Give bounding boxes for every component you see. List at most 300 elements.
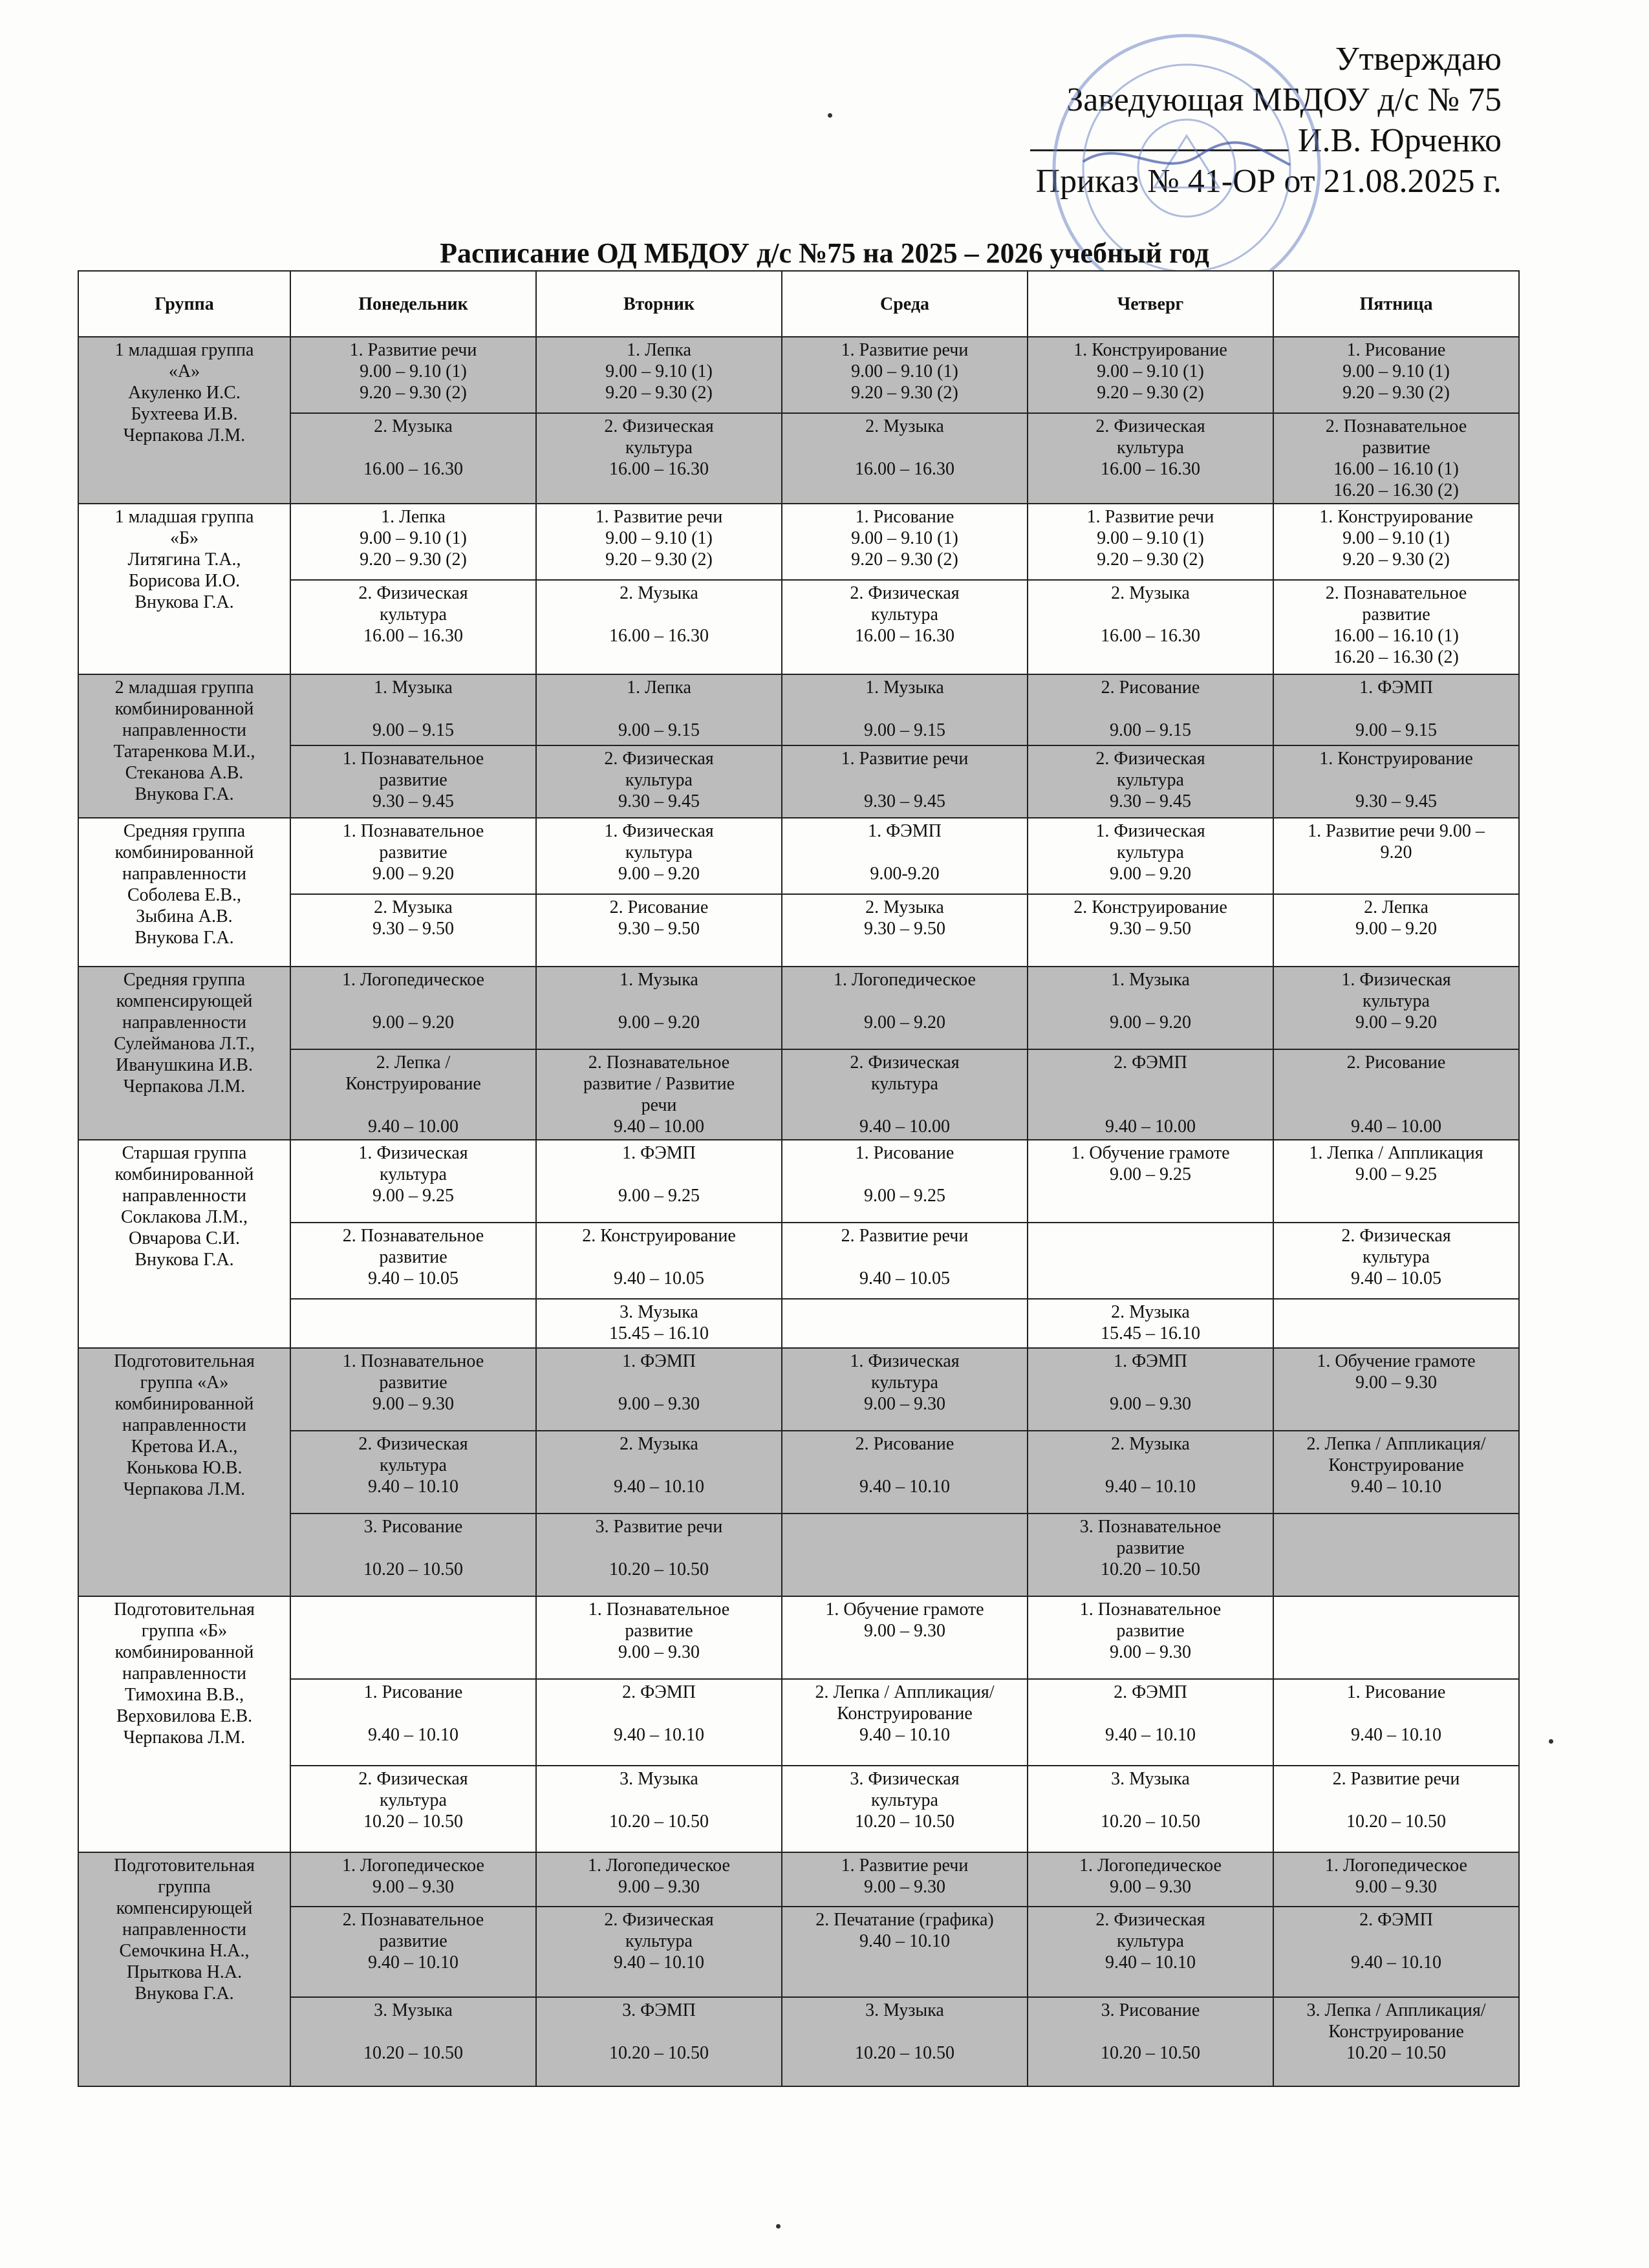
activity-line: 9.40 – 10.10 [614, 1725, 704, 1745]
activity-cell [782, 1223, 1028, 1299]
activity-cell [1028, 1299, 1273, 1348]
group-name-line: компенсирующей [116, 1898, 253, 1918]
activity-line: 1. ФЭМП [622, 1351, 696, 1371]
activity-cell [782, 674, 1028, 745]
activity-line: 9.20 – 9.30 (2) [1342, 383, 1450, 403]
activity-cell [536, 504, 782, 580]
group-cell [78, 337, 290, 504]
activity-line [1032, 2021, 1269, 2042]
header-friday: Пятница [1273, 271, 1519, 337]
activity-line: 1. Логопедическое [1325, 1856, 1467, 1876]
activity-cell [782, 1348, 1028, 1431]
activity-line: 10.20 – 10.50 [1346, 2043, 1446, 2063]
activity-line: 9.40 – 10.10 [859, 1725, 950, 1745]
schedule-row [78, 1766, 1519, 1852]
activity-line: 9.00 – 9.10 (1) [605, 528, 713, 548]
activity-line: 1. Конструирование [1319, 749, 1473, 769]
activity-line [541, 604, 777, 625]
activity-cell [290, 1348, 536, 1431]
group-cell [78, 1596, 290, 1852]
activity-cell [782, 1766, 1028, 1852]
group-cell [78, 1348, 290, 1596]
activity-cell [1273, 413, 1519, 504]
activity-line: 9.00 – 9.10 (1) [851, 528, 958, 548]
activity-line: 9.20 – 9.30 (2) [1097, 550, 1204, 570]
activity-cell [290, 1049, 536, 1140]
activity-line: 9.00 – 9.30 [372, 1394, 454, 1414]
group-name-line: комбинированной [114, 699, 254, 719]
activity-line: 2. Печатание (графика) [815, 1910, 994, 1930]
activity-line: 2. Физическая [850, 1053, 960, 1073]
activity-line [1032, 698, 1269, 720]
group-cell [78, 1140, 290, 1348]
schedule-row [78, 337, 1519, 413]
activity-line: 10.20 – 10.50 [363, 1812, 463, 1832]
schedule-row [78, 1596, 1519, 1679]
activity-line: культура [625, 1931, 693, 1951]
activity-line: культура [1363, 991, 1430, 1011]
activity-cell [1273, 1140, 1519, 1223]
group-name-line: группа «Б» [141, 1621, 228, 1641]
activity-line: развитие [625, 1621, 693, 1641]
activity-line: речи [641, 1095, 677, 1115]
activity-cell [290, 674, 536, 745]
activity-line: 16.00 – 16.30 [855, 626, 954, 646]
group-cell [78, 967, 290, 1140]
activity-cell [290, 580, 536, 674]
activity-line: 2. ФЭМП [1114, 1682, 1187, 1702]
activity-line [295, 2021, 532, 2042]
activity-cell [1273, 1049, 1519, 1140]
activity-cell [290, 967, 536, 1049]
group-cell [78, 674, 290, 818]
activity-line: 9.00 – 9.20 [1355, 919, 1437, 939]
activity-line: развитие [379, 1247, 447, 1267]
activity-line: 1. Познавательное [342, 749, 484, 769]
activity-line: 10.20 – 10.50 [363, 1559, 463, 1579]
group-name-line: Старшая группа [122, 1143, 247, 1163]
activity-line: 2. Музыка [620, 1434, 698, 1454]
activity-cell [290, 1596, 536, 1679]
schedule-row [78, 1907, 1519, 1997]
group-name-line: направленности [122, 1415, 247, 1435]
activity-line: 10.20 – 10.50 [1101, 1812, 1200, 1832]
group-name-line: Верховилова Е.В. [116, 1706, 253, 1726]
activity-line [1032, 1073, 1269, 1095]
activity-line: 9.00 – 9.15 [864, 720, 945, 740]
activity-line: 9.00 – 9.25 [1355, 1164, 1437, 1184]
activity-line [1032, 1703, 1269, 1724]
activity-cell [782, 967, 1028, 1049]
activity-cell [536, 580, 782, 674]
activity-line: 1. Музыка [1111, 970, 1190, 990]
activity-line: 9.00 – 9.10 (1) [851, 361, 958, 381]
activity-line: 2. Лепка [1364, 897, 1428, 917]
activity-line: 1. Музыка [620, 970, 698, 990]
header-thursday: Четверг [1028, 271, 1273, 337]
activity-line: 2. Физическая [1095, 1910, 1205, 1930]
group-name-line: комбинированной [114, 842, 254, 862]
activity-line: культура [1117, 438, 1184, 458]
activity-line [295, 1703, 532, 1724]
activity-cell [290, 1907, 536, 1997]
approval-order: Приказ № 41-ОР от 21.08.2025 г. [1035, 163, 1502, 200]
schedule-row [78, 1299, 1519, 1348]
activity-line: 16.00 – 16.10 (1) [1333, 626, 1459, 646]
activity-line: 2. Развитие речи [1332, 1769, 1460, 1789]
activity-line [786, 1246, 1023, 1268]
group-name-line: Тимохина В.В., [124, 1685, 244, 1705]
group-name-line: направленности [122, 1920, 247, 1940]
activity-line: 1. Лепка [627, 678, 691, 698]
group-name-line: Внукова Г.А. [135, 1984, 234, 2004]
activity-line [541, 1537, 777, 1559]
group-name-line: 1 младшая группа [114, 340, 254, 360]
activity-cell [290, 1299, 536, 1348]
scan-speck [776, 2224, 781, 2229]
activity-line: 1. Рисование [363, 1682, 463, 1702]
activity-line: 16.00 – 16.10 (1) [1333, 459, 1459, 479]
activity-cell [1273, 1679, 1519, 1766]
activity-cell [290, 1766, 536, 1852]
activity-line: 9.00 – 9.10 (1) [1097, 528, 1204, 548]
activity-cell [290, 1514, 536, 1596]
activity-line: 10.20 – 10.50 [1346, 1812, 1446, 1832]
activity-cell [536, 1907, 782, 1997]
activity-line: 2. Развитие речи [841, 1226, 969, 1246]
activity-line: 9.30 – 9.50 [372, 919, 454, 939]
activity-line: 9.00 – 9.10 (1) [1342, 361, 1450, 381]
activity-line: 9.40 – 10.10 [368, 1477, 458, 1497]
activity-cell [536, 1223, 782, 1299]
activity-cell [1273, 745, 1519, 818]
header-wednesday: Среда [782, 271, 1028, 337]
activity-line: Конструирование [1328, 2022, 1464, 2042]
activity-line [295, 990, 532, 1012]
activity-cell [782, 1140, 1028, 1223]
activity-line: развитие [1116, 1621, 1185, 1641]
activity-line: 2. Рисование [609, 897, 709, 917]
activity-line: культура [1117, 770, 1184, 790]
activity-line [541, 698, 777, 720]
activity-line: 1. Развитие речи [841, 1856, 969, 1876]
activity-line: 9.20 – 9.30 (2) [360, 550, 467, 570]
activity-line: 1. ФЭМП [1114, 1351, 1187, 1371]
activity-line: 1. Физическая [604, 821, 714, 841]
activity-line: 3. Музыка [374, 2000, 453, 2020]
activity-line: 1. Музыка [374, 678, 453, 698]
activity-line: развитие [379, 1373, 447, 1393]
activity-line: 2. Рисование [1346, 1053, 1446, 1073]
activity-cell [1028, 1766, 1273, 1852]
activity-line [541, 1164, 777, 1185]
group-name-line: «Б» [169, 528, 199, 548]
activity-cell [290, 1140, 536, 1223]
activity-cell [1273, 1766, 1519, 1852]
activity-cell [782, 1596, 1028, 1679]
activity-line: 1. Познавательное [1079, 1599, 1222, 1620]
activity-line: 9.00 – 9.25 [1110, 1164, 1191, 1184]
activity-line [786, 1164, 1023, 1185]
activity-cell [536, 674, 782, 745]
activity-line: 9.40 – 10.05 [368, 1268, 458, 1289]
activity-cell [1028, 337, 1273, 413]
activity-line: 2. Физическая [1095, 416, 1205, 436]
activity-line: 1. Развитие речи [841, 340, 969, 360]
group-name-line: Внукова Г.А. [135, 592, 234, 612]
activity-line: 2. Физическая [604, 1910, 714, 1930]
schedule-row [78, 1223, 1519, 1299]
activity-line: 9.40 – 10.10 [1105, 1725, 1196, 1745]
activity-line: 9.20 – 9.30 (2) [360, 383, 467, 403]
activity-cell [782, 1997, 1028, 2086]
activity-line: 9.00 – 9.25 [618, 1186, 700, 1206]
activity-cell [782, 413, 1028, 504]
activity-cell [290, 1431, 536, 1514]
activity-line [541, 990, 777, 1012]
activity-line: 9.20 – 9.30 (2) [1097, 383, 1204, 403]
activity-line: культура [625, 770, 693, 790]
activity-line: 1. Лепка [381, 507, 446, 527]
activity-cell [782, 1514, 1028, 1596]
activity-cell [536, 1852, 782, 1907]
activity-line: 1. Рисование [1346, 340, 1446, 360]
activity-line: 9.40 – 10.00 [1351, 1117, 1441, 1137]
schedule-row [78, 1140, 1519, 1223]
group-name-line: комбинированной [114, 1642, 254, 1662]
activity-line: культура [380, 1455, 447, 1475]
activity-line: 9.00 – 9.10 (1) [360, 528, 467, 548]
activity-line [1278, 1073, 1514, 1095]
activity-cell [290, 337, 536, 413]
activity-line: 9.00 – 9.20 [1110, 864, 1191, 884]
activity-cell [1028, 894, 1273, 967]
activity-line: развитие [379, 842, 447, 862]
activity-line: 2. Музыка [1111, 583, 1190, 603]
activity-line: 1. Развитие речи [1086, 507, 1214, 527]
activity-line [1278, 698, 1514, 720]
activity-line: культура [871, 1074, 938, 1094]
activity-line: 2. Физическая [850, 583, 960, 603]
activity-line [541, 1246, 777, 1268]
schedule-row [78, 1348, 1519, 1431]
page-title: Расписание ОД МБДОУ д/с №75 на 2025 – 2026 учебный год [440, 237, 1209, 269]
activity-line [1032, 604, 1269, 625]
schedule-row [78, 967, 1519, 1049]
activity-line: 1. Логопедическое [834, 970, 976, 990]
activity-line: 9.30 – 9.45 [618, 791, 700, 811]
activity-line: 9.40 – 10.10 [368, 1725, 458, 1745]
activity-cell [1028, 1997, 1273, 2086]
activity-line: 9.40 – 10.00 [1105, 1117, 1196, 1137]
activity-cell [782, 1299, 1028, 1348]
activity-line: 9.00 – 9.30 [864, 1877, 945, 1897]
activity-cell [1273, 1348, 1519, 1431]
activity-cell [536, 1431, 782, 1514]
activity-line: 9.00-9.20 [870, 864, 940, 884]
activity-cell [1028, 967, 1273, 1049]
schedule-row [78, 1049, 1519, 1140]
activity-line [1032, 990, 1269, 1012]
schedule-row [78, 1679, 1519, 1766]
activity-line: 16.20 – 16.30 (2) [1333, 480, 1459, 500]
activity-line: 10.20 – 10.50 [609, 2043, 709, 2063]
activity-line: 1. Познавательное [342, 1351, 484, 1371]
activity-cell [536, 1348, 782, 1431]
schedule-table [78, 270, 1520, 2087]
group-name-line: Бухтеева И.В. [131, 404, 238, 424]
activity-line: 3. ФЭМП [622, 2000, 696, 2020]
activity-line: культура [380, 1790, 447, 1810]
activity-line: 16.00 – 16.30 [609, 459, 709, 479]
activity-line: 9.00 – 9.20 [372, 864, 454, 884]
activity-cell [290, 1852, 536, 1907]
activity-line: 9.00 – 9.25 [864, 1186, 945, 1206]
activity-cell [536, 1997, 782, 2086]
activity-line [295, 698, 532, 720]
activity-line: 1. ФЭМП [868, 821, 942, 841]
activity-line [786, 698, 1023, 720]
activity-cell [536, 1596, 782, 1679]
activity-line: 9.00 – 9.20 [1110, 1012, 1191, 1032]
schedule-row [78, 674, 1519, 745]
activity-line: 3. Музыка [1111, 1769, 1190, 1789]
activity-line: 1. Рисование [855, 507, 954, 527]
table-header-row [78, 271, 1519, 337]
activity-cell [782, 1907, 1028, 1997]
activity-line: 2. Физическая [358, 1434, 468, 1454]
activity-line [1278, 1931, 1514, 1952]
group-name-line: Татаренкова М.И., [113, 742, 255, 762]
activity-line: 1. Рисование [855, 1143, 954, 1163]
group-name-line: Подготовительная [114, 1856, 255, 1876]
activity-line: 9.00 – 9.30 [1355, 1877, 1437, 1897]
activity-line [1278, 1095, 1514, 1116]
activity-line: 1. Обучение грамоте [1317, 1351, 1476, 1371]
approval-signature [1030, 120, 1502, 161]
activity-cell [1028, 745, 1273, 818]
schedule-row [78, 745, 1519, 818]
activity-line: 2. Физическая [604, 749, 714, 769]
activity-line: 3. Познавательное [1079, 1517, 1222, 1537]
activity-cell [536, 337, 782, 413]
activity-cell [1273, 337, 1519, 413]
activity-line: 16.20 – 16.30 (2) [1333, 647, 1459, 667]
activity-line: 3. Музыка [620, 1302, 698, 1322]
group-name-line: Борисова И.О. [128, 571, 241, 591]
activity-line: 9.00 – 9.30 [618, 1394, 700, 1414]
activity-cell [1273, 818, 1519, 894]
activity-line: 9.00 – 9.20 [1355, 1012, 1437, 1032]
activity-cell [1273, 1299, 1519, 1348]
schedule-row [78, 1431, 1519, 1514]
activity-cell [290, 504, 536, 580]
activity-cell [290, 413, 536, 504]
scan-speck [1549, 1739, 1553, 1744]
activity-line: 9.40 – 10.00 [614, 1117, 704, 1137]
activity-line: 1. Лепка / Аппликация [1309, 1143, 1483, 1163]
activity-cell [1273, 504, 1519, 580]
schedule-row [78, 1997, 1519, 2086]
activity-line: 9.00 – 9.10 (1) [605, 361, 713, 381]
activity-cell [536, 967, 782, 1049]
activity-line: 2. Музыка [620, 583, 698, 603]
activity-line: 9.30 – 9.45 [864, 791, 945, 811]
activity-cell [1273, 1997, 1519, 2086]
group-name-line: комбинированной [114, 1164, 254, 1184]
activity-cell [1028, 1596, 1273, 1679]
activity-cell [782, 818, 1028, 894]
activity-line: 9.40 – 10.10 [1351, 1952, 1441, 1973]
activity-cell [536, 745, 782, 818]
activity-line: 9.40 – 10.05 [614, 1268, 704, 1289]
activity-line: 9.00 – 9.20 [618, 864, 700, 884]
approval-block [1030, 39, 1502, 202]
activity-line: 9.40 – 10.10 [1351, 1477, 1441, 1497]
group-name-line: направленности [122, 720, 247, 740]
activity-line: 1. Обучение грамоте [825, 1599, 984, 1620]
group-name-line: «А» [168, 361, 200, 381]
activity-cell [1028, 413, 1273, 504]
activity-line: 2. Конструирование [582, 1226, 736, 1246]
activity-line: развитие [1362, 604, 1430, 625]
activity-cell [536, 1140, 782, 1223]
activity-line: 9.40 – 10.10 [368, 1952, 458, 1973]
activity-line: 16.00 – 16.30 [609, 626, 709, 646]
activity-cell [782, 1049, 1028, 1140]
activity-line: 1. ФЭМП [622, 1143, 696, 1163]
activity-line: 9.00 – 9.25 [372, 1186, 454, 1206]
group-name-line: группа [158, 1877, 211, 1897]
activity-line: 16.00 – 16.30 [1101, 626, 1200, 646]
activity-line: культура [380, 1164, 447, 1184]
group-name-line: Стеканова А.В. [125, 763, 244, 783]
group-name-line: 2 младшая группа [114, 678, 254, 698]
activity-line: 9.00 – 9.30 [864, 1394, 945, 1414]
activity-line: 2. Познавательное [342, 1226, 484, 1246]
activity-line: культура [625, 842, 693, 862]
activity-line: 9.00 – 9.30 [1110, 1642, 1191, 1662]
activity-line: культура [625, 438, 693, 458]
activity-line [786, 769, 1023, 791]
activity-cell [1273, 967, 1519, 1049]
activity-cell [536, 894, 782, 967]
activity-line: 2. Познавательное [342, 1910, 484, 1930]
activity-line [541, 2021, 777, 2042]
activity-cell [1028, 580, 1273, 674]
activity-line: 1. Познавательное [588, 1599, 730, 1620]
activity-line: 2. Познавательное [1325, 583, 1467, 603]
activity-cell [1273, 580, 1519, 674]
activity-line: культура [871, 1790, 938, 1810]
activity-cell [1273, 1852, 1519, 1907]
activity-line: 2. ФЭМП [1114, 1053, 1187, 1073]
activity-cell [1028, 1431, 1273, 1514]
activity-cell [536, 818, 782, 894]
activity-line [1032, 1790, 1269, 1811]
activity-line: 9.00 – 9.15 [1355, 720, 1437, 740]
activity-line: 9.00 – 9.30 [1110, 1394, 1191, 1414]
group-name-line: Черпакова Л.М. [123, 425, 246, 445]
group-name-line: комбинированной [114, 1394, 254, 1414]
activity-line: 9.30 – 9.50 [864, 919, 945, 939]
group-name-line: Овчарова С.И. [128, 1228, 241, 1248]
activity-line: 2. Музыка [865, 897, 944, 917]
group-name-line: Внукова Г.А. [135, 1250, 234, 1270]
activity-line [786, 842, 1023, 863]
activity-line: 2. Физическая [1095, 749, 1205, 769]
header-group: Группа [78, 271, 290, 337]
